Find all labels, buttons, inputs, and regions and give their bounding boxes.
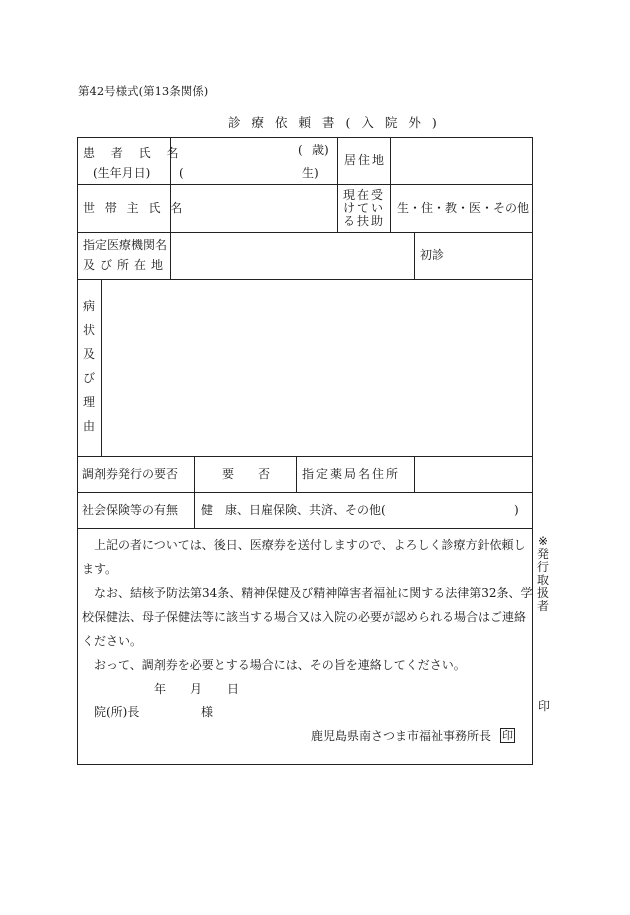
date-month: 月: [190, 682, 203, 696]
issuer-char: 取: [537, 573, 550, 587]
rule: [414, 232, 415, 279]
rule: [296, 456, 297, 492]
age-open: (: [298, 143, 303, 157]
symptoms-char: 及: [83, 347, 96, 361]
para1-line1: 上記の者については、後日、医療券を送付しますので、よろしく診療方針依頼し: [94, 538, 526, 552]
issuer-seal: 印: [538, 699, 551, 713]
symptoms-char: 理: [83, 395, 96, 409]
assistance-label-2: けてい: [343, 201, 386, 215]
rule: [194, 456, 195, 528]
date-day: 日: [227, 682, 240, 696]
first-visit-label: 初診: [420, 248, 445, 262]
date-year: 年: [154, 682, 167, 696]
rule: [77, 528, 533, 529]
birthdate-label: (生年月日): [93, 166, 151, 180]
border-bottom: [77, 764, 533, 765]
symptoms-char: び: [83, 371, 96, 385]
para3-line1: おって、調剤券を必要とする場合には、その旨を連絡してください。: [94, 658, 466, 672]
symptoms-label: [83, 300, 95, 432]
rule: [414, 456, 415, 492]
border-top: [77, 137, 533, 138]
para2-line3: ください。: [82, 634, 143, 648]
birth-open: (: [179, 166, 184, 180]
honorific: 様: [201, 705, 214, 719]
symptoms-char: 由: [83, 419, 96, 433]
issuer-char: 扱: [537, 586, 550, 600]
household-head-label: 世 帯 主 氏 名: [83, 201, 186, 215]
symptoms-char: 状: [83, 323, 96, 337]
form-number: 第42号様式(第13条関係): [78, 84, 209, 98]
rule: [390, 137, 391, 232]
assistance-label-1: 現在受: [343, 188, 386, 202]
pharmacy-label: 指定薬局名住所: [302, 467, 401, 481]
addressee: 院(所)長: [94, 705, 140, 719]
issuer-label: [537, 535, 549, 612]
institution-label-2: 及び所在地: [83, 258, 169, 272]
para1-line2: ます。: [82, 562, 118, 576]
assistance-label-3: る扶助: [343, 214, 386, 228]
symptoms-char: 病: [83, 299, 96, 313]
prescription-need-label: 調剤券発行の要否: [82, 467, 179, 481]
issuer-char: ※: [537, 534, 549, 548]
assistance-value: 生・住・教・医・その他: [397, 201, 530, 215]
rule: [77, 184, 533, 185]
rule: [337, 137, 338, 232]
age-close: 歳): [312, 143, 329, 157]
rule: [77, 279, 533, 280]
issuer-char: 発: [537, 547, 550, 561]
sender-seal: 印: [502, 729, 513, 742]
insurance-label: 社会保険等の有無: [82, 503, 179, 517]
rule: [77, 492, 533, 493]
rule: [77, 232, 533, 233]
insurance-value: 健 康、日雇保険、共済、その他(: [201, 503, 386, 517]
para2-line1: なお、結核予防法第34条、精神保健及び精神障害者福祉に関する法律第32条、学: [94, 586, 533, 600]
prescription-need-value: 要 否: [222, 467, 271, 481]
residence-label: 居住地: [344, 153, 387, 167]
insurance-close: ): [514, 503, 519, 517]
sender: 鹿児島県南さつま市福祉事務所長: [311, 729, 492, 743]
institution-label-1: 指定医療機関名: [83, 238, 168, 252]
issuer-char: 者: [537, 599, 550, 613]
issuer-char: 行: [537, 560, 550, 574]
patient-name-label: 患 者 氏 名: [83, 146, 185, 160]
para2-line2: 校保健法、母子保健法等に該当する場合又は入院の必要が認められる場合はご連絡: [82, 610, 527, 624]
page-title: 診療依頼書(入院外): [228, 115, 448, 130]
rule: [101, 279, 102, 456]
rule: [77, 456, 533, 457]
birth-close: 生): [302, 166, 319, 180]
